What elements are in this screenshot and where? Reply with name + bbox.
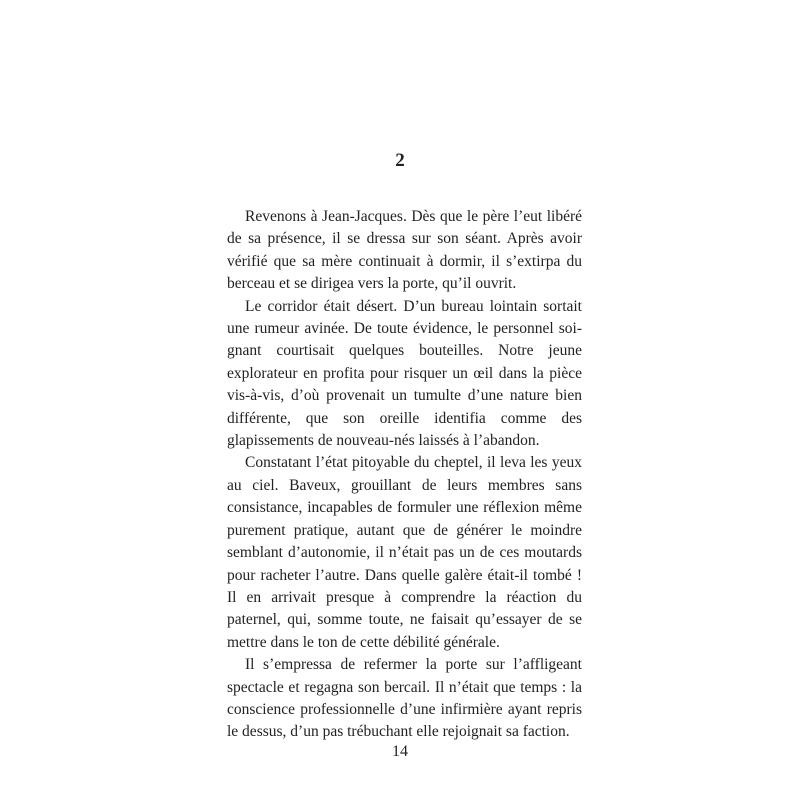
- paragraph-2: Le corridor était désert. D’un bureau lointain sortait une rumeur avinée. De toute évidence, le personnel soignant courtisait quelques bouteilles. Notre jeune explorateur en profita pour risquer un œil dans la pièce vis-à-vis, d’où provenait un tumulte d’une nature bien différente, que son oreille identifia comme des glapissements de nouveau-nés laissés à l’abandon.: [227, 297, 582, 450]
- page-number: 14: [392, 743, 408, 760]
- chapter-body: [227, 206, 582, 744]
- paragraph-3: Constatant l’état pitoyable du cheptel, il leva les yeux au ciel. Baveux, grouillant de leurs membres sans consistance, incapables de formuler une réflexion même purement pratique, autant que de générer le moindre semblant d’autonomie, il n’était pas un de ces moutards pour racheter l’autre. Dans quelle galère était-il tombé ! Il en arrivait presque à comprendre la réaction du paternel, qui, somme toute, ne faisait qu’essayer de se mettre dans le ton de cette débilité générale.: [227, 454, 582, 651]
- paragraph-4: Il s’empressa de refermer la porte sur l’affligeant spectacle et regagna son bercail. Il n’était que temps : la conscience professionnelle d’une infirmière ayant repris le dessus, d’un pas trébuchant elle rejoignait sa faction.: [227, 656, 582, 741]
- paragraph-1: Revenons à Jean-Jacques. Dès que le père l’eut libéré de sa présence, il se dressa sur son séant. Après avoir vérifié que sa mère continuait à dormir, il s’extirpa du berceau et se dirigea vers la porte, qu’il ouvrit.: [227, 208, 582, 293]
- chapter-number: 2: [395, 150, 405, 171]
